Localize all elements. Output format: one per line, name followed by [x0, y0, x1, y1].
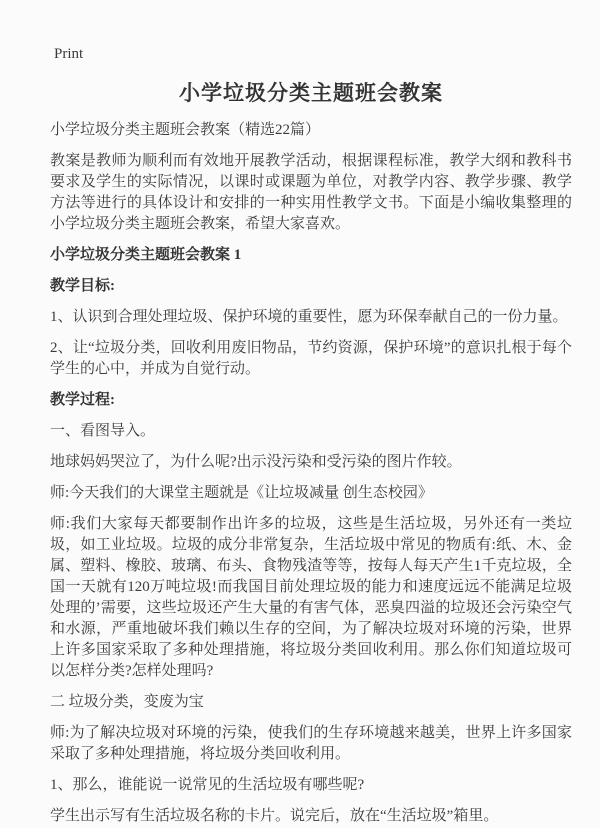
- page-title: 小学垃圾分类主题班会教案: [179, 81, 443, 105]
- document-subtitle: 小学垃圾分类主题班会教案（精选22篇）: [50, 122, 321, 138]
- paragraph: 学生出示写有生活垃圾名称的卡片。说完后，放在“生活垃圾”箱里。: [50, 808, 499, 824]
- paragraph: 1、那么，谁能说一说常见的生活垃圾有哪些呢?: [50, 777, 365, 793]
- paragraph: 师:我们大家每天都要制作出许多的垃圾，这些是生活垃圾，另外还有一类垃圾，如工业垃圾。垃圾的成分非常复杂，生活垃圾中常见的物质有:纸、木、金属、塑料、橡胶、玻璃、布头、食物残渣等等，按每人每天产生1千克垃圾，全国一天就有120万吨垃圾!而我国目前处理垃圾的能力和速度远远不能满足垃圾处理的’需要，这些垃圾还产生大量的有害气体，恶臭四溢的垃圾还会污染空气和水源，严重地破坏我们赖以生存的空间，为了解决垃圾对环境的污染，世界上许多国家采取了多种处理措施，将垃圾分类回收利用。那么你们知道垃圾可以怎样分类?怎样处理吗?: [50, 516, 572, 679]
- paragraph: 师:今天我们的大课堂主题就是《让垃圾减量 创生态校园》: [50, 485, 433, 501]
- process-heading: 教学过程:: [50, 392, 115, 408]
- paragraph: 地球妈妈哭泣了，为什么呢?出示没污染和受污染的图片作较。: [50, 454, 462, 470]
- goal-item-1: 1、认识到合理处理垃圾、保护环境的重要性，愿为环保奉献自己的一份力量。: [50, 309, 568, 325]
- section-2-heading: 二 垃圾分类，变废为宝: [50, 694, 204, 710]
- print-link[interactable]: Print: [54, 46, 84, 62]
- goal-item-2: 2、让“垃圾分类，回收利用废旧物品，节约资源，保护环境”的意识扎根于每个学生的心中，并成为自觉行动。: [50, 340, 572, 377]
- paragraph: 师:为了解决垃圾对环境的污染，使我们的生存环境越来越美，世界上许多国家采取了多种处理措施，将垃圾分类回收利用。: [50, 725, 572, 762]
- goals-heading: 教学目标:: [50, 278, 115, 294]
- lesson-heading: 小学垃圾分类主题班会教案 1: [50, 247, 242, 263]
- intro-paragraph: 教案是教师为顺利而有效地开展教学活动，根据课程标准，教学大纲和教科书要求及学生的实际情况，以课时或课题为单位，对教学内容、教学步骤、教学方法等进行的具体设计和安排的一种实用性教学文书。下面是小编收集整理的小学垃圾分类主题班会教案，希望大家喜欢。: [50, 153, 572, 232]
- section-1-heading: 一、看图导入。: [50, 423, 156, 439]
